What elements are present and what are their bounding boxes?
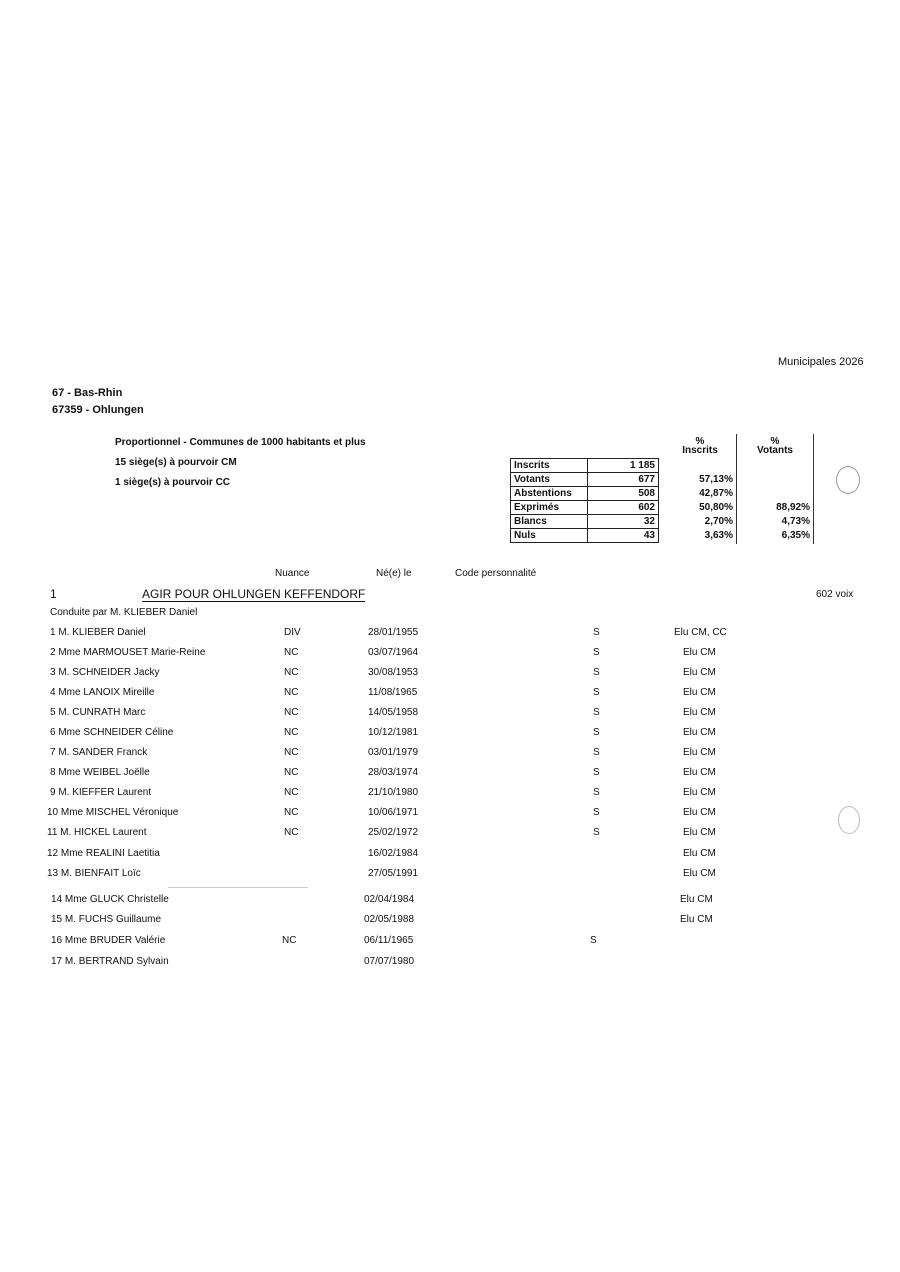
pct-inscrits-value: 42,87% bbox=[699, 488, 733, 499]
pct-votants-header bbox=[755, 436, 795, 456]
candidate-row bbox=[0, 687, 900, 707]
candidate-birth: 14/05/1958 bbox=[368, 707, 419, 718]
candidate-row bbox=[0, 914, 900, 934]
stats-label: Votants bbox=[511, 473, 588, 487]
candidate-result: Elu CM bbox=[683, 827, 716, 838]
candidate-name: 6 Mme SCHNEIDER Céline bbox=[50, 727, 174, 738]
faint-divider bbox=[168, 887, 308, 888]
candidate-code: S bbox=[593, 727, 600, 738]
punch-hole-mark bbox=[836, 466, 860, 494]
candidate-birth: 06/11/1965 bbox=[364, 935, 414, 946]
candidate-result: Elu CM bbox=[683, 848, 716, 859]
stats-row bbox=[511, 501, 659, 515]
candidate-nuance: NC bbox=[284, 687, 299, 698]
commune: 67359 - Ohlungen bbox=[52, 404, 144, 416]
candidate-name: 9 M. KIEFFER Laurent bbox=[50, 787, 152, 798]
list-name: AGIR POUR OHLUNGEN KEFFENDORF bbox=[142, 587, 366, 601]
pct-inscrits-header bbox=[682, 436, 718, 456]
candidate-row bbox=[0, 667, 900, 687]
column-divider-1 bbox=[736, 434, 737, 544]
candidate-result: Elu CM bbox=[683, 787, 716, 798]
candidate-row bbox=[0, 727, 900, 747]
stats-value: 677 bbox=[588, 473, 659, 487]
candidate-code: S bbox=[593, 687, 600, 698]
candidate-birth: 28/01/1955 bbox=[368, 627, 419, 638]
candidate-result: Elu CM bbox=[680, 894, 713, 905]
candidate-row bbox=[0, 956, 900, 976]
seats-cm: 15 siège(s) à pourvoir CM bbox=[115, 457, 237, 468]
candidate-row bbox=[0, 807, 900, 827]
stats-row bbox=[511, 529, 659, 543]
stats-label: Inscrits bbox=[511, 459, 588, 473]
candidate-row bbox=[0, 868, 900, 888]
stats-row bbox=[511, 473, 659, 487]
stats-value: 508 bbox=[588, 487, 659, 501]
candidate-result: Elu CM bbox=[683, 807, 716, 818]
candidate-nuance: NC bbox=[284, 787, 299, 798]
stats-label: Abstentions bbox=[511, 487, 588, 501]
candidate-row bbox=[0, 894, 900, 914]
candidate-name: 12 Mme REALINI Laetitia bbox=[47, 848, 160, 859]
column-birth: Né(e) le bbox=[376, 568, 412, 579]
candidate-row bbox=[0, 747, 900, 767]
candidate-row bbox=[0, 627, 900, 647]
candidate-birth: 07/07/1980 bbox=[364, 956, 415, 967]
candidate-result: Elu CM bbox=[680, 914, 713, 925]
candidate-result: Elu CM bbox=[683, 767, 716, 778]
candidate-code: S bbox=[593, 807, 600, 818]
candidate-code: S bbox=[593, 827, 600, 838]
candidate-nuance: NC bbox=[284, 647, 299, 658]
candidate-nuance: NC bbox=[284, 747, 299, 758]
candidate-birth: 11/08/1965 bbox=[368, 687, 418, 698]
pct-inscrits-symbol: % bbox=[695, 436, 705, 447]
stats-value: 32 bbox=[588, 515, 659, 529]
list-number: 1 bbox=[50, 587, 57, 601]
list-leader: Conduite par M. KLIEBER Daniel bbox=[50, 607, 198, 618]
candidate-birth: 25/02/1972 bbox=[368, 827, 419, 838]
candidate-name: 11 M. HICKEL Laurent bbox=[47, 827, 147, 838]
stats-row bbox=[511, 487, 659, 501]
candidate-code: S bbox=[593, 747, 600, 758]
candidate-result: Elu CM bbox=[683, 727, 716, 738]
candidate-row bbox=[0, 767, 900, 787]
candidate-code: S bbox=[590, 935, 597, 946]
pct-votants-value: 6,35% bbox=[781, 530, 810, 541]
column-divider-2 bbox=[813, 434, 814, 544]
column-nuance: Nuance bbox=[275, 568, 310, 579]
candidate-birth: 03/07/1964 bbox=[368, 647, 419, 658]
list-votes: 602 voix bbox=[816, 589, 854, 600]
candidate-birth: 10/12/1981 bbox=[368, 727, 419, 738]
candidate-code: S bbox=[593, 647, 600, 658]
pct-votants-value: 88,92% bbox=[776, 502, 810, 513]
column-code: Code personnalité bbox=[455, 568, 537, 579]
stats-label: Blancs bbox=[511, 515, 588, 529]
candidate-nuance: DIV bbox=[284, 627, 301, 638]
candidate-nuance: NC bbox=[284, 767, 299, 778]
candidate-name: 7 M. SANDER Franck bbox=[50, 747, 148, 758]
candidate-birth: 10/06/1971 bbox=[368, 807, 419, 818]
candidate-row bbox=[0, 827, 900, 847]
pct-votants-symbol: % bbox=[770, 436, 780, 447]
pct-votants-column bbox=[756, 501, 810, 543]
pct-votants-label: Votants bbox=[757, 445, 793, 456]
candidate-code: S bbox=[593, 627, 600, 638]
stats-table bbox=[510, 458, 659, 543]
candidate-name: 16 Mme BRUDER Valérie bbox=[51, 935, 166, 946]
candidate-nuance: NC bbox=[284, 727, 299, 738]
pct-inscrits-value: 3,63% bbox=[704, 530, 733, 541]
candidate-name: 13 M. BIENFAIT Loïc bbox=[47, 868, 141, 879]
candidate-row bbox=[0, 935, 900, 955]
candidate-birth: 03/01/1979 bbox=[368, 747, 419, 758]
stats-label: Nuls bbox=[511, 529, 588, 543]
stats-value: 1 185 bbox=[588, 459, 659, 473]
candidate-birth: 16/02/1984 bbox=[368, 848, 419, 859]
pct-inscrits-column bbox=[680, 473, 733, 543]
candidate-name: 17 M. BERTRAND Sylvain bbox=[51, 956, 169, 967]
candidate-birth: 28/03/1974 bbox=[368, 767, 419, 778]
candidate-nuance: NC bbox=[284, 667, 299, 678]
candidate-name: 14 Mme GLUCK Christelle bbox=[51, 894, 169, 905]
candidate-birth: 21/10/1980 bbox=[368, 787, 419, 798]
candidate-birth: 02/05/1988 bbox=[364, 914, 415, 925]
punch-hole-mark bbox=[838, 806, 860, 834]
candidate-birth: 27/05/1991 bbox=[368, 868, 419, 879]
candidate-name: 5 M. CUNRATH Marc bbox=[50, 707, 146, 718]
candidate-result: Elu CM bbox=[683, 707, 716, 718]
department: 67 - Bas-Rhin bbox=[52, 387, 123, 399]
candidate-result: Elu CM bbox=[683, 647, 716, 658]
election-title: Municipales 2026 bbox=[778, 356, 864, 368]
candidate-code: S bbox=[593, 707, 600, 718]
candidate-result: Elu CM bbox=[683, 667, 716, 678]
candidate-code: S bbox=[593, 767, 600, 778]
stats-row bbox=[511, 459, 659, 473]
ballot-mode: Proportionnel - Communes de 1000 habitants et plus bbox=[115, 437, 366, 448]
stats-value: 43 bbox=[588, 529, 659, 543]
pct-votants-value: 4,73% bbox=[781, 516, 810, 527]
candidate-nuance: NC bbox=[284, 807, 299, 818]
candidate-row bbox=[0, 707, 900, 727]
candidate-name: 1 M. KLIEBER Daniel bbox=[50, 627, 146, 638]
candidate-result: Elu CM bbox=[683, 868, 716, 879]
stats-label: Exprimés bbox=[511, 501, 588, 515]
candidate-birth: 30/08/1953 bbox=[368, 667, 419, 678]
pct-inscrits-value: 2,70% bbox=[704, 516, 733, 527]
candidate-name: 3 M. SCHNEIDER Jacky bbox=[50, 667, 160, 678]
pct-inscrits-value: 57,13% bbox=[699, 474, 733, 485]
pct-inscrits-label: Inscrits bbox=[682, 445, 718, 456]
stats-value: 602 bbox=[588, 501, 659, 515]
candidate-result: Elu CM bbox=[683, 747, 716, 758]
candidate-name: 8 Mme WEIBEL Joëlle bbox=[50, 767, 150, 778]
candidate-row bbox=[0, 647, 900, 667]
stats-row bbox=[511, 515, 659, 529]
candidate-code: S bbox=[593, 667, 600, 678]
candidate-name: 15 M. FUCHS Guillaume bbox=[51, 914, 162, 925]
candidate-code: S bbox=[593, 787, 600, 798]
candidate-result: Elu CM, CC bbox=[674, 627, 727, 638]
candidate-name: 2 Mme MARMOUSET Marie-Reine bbox=[50, 647, 206, 658]
candidate-name: 10 Mme MISCHEL Véronique bbox=[47, 807, 179, 818]
candidate-nuance: NC bbox=[284, 707, 299, 718]
candidate-nuance: NC bbox=[284, 827, 299, 838]
candidate-row bbox=[0, 787, 900, 807]
seats-cc: 1 siège(s) à pourvoir CC bbox=[115, 477, 231, 488]
pct-inscrits-value: 50,80% bbox=[699, 502, 733, 513]
candidate-birth: 02/04/1984 bbox=[364, 894, 415, 905]
candidate-name: 4 Mme LANOIX Mireille bbox=[50, 687, 155, 698]
candidate-nuance: NC bbox=[282, 935, 297, 946]
candidate-result: Elu CM bbox=[683, 687, 716, 698]
candidate-row bbox=[0, 848, 900, 868]
